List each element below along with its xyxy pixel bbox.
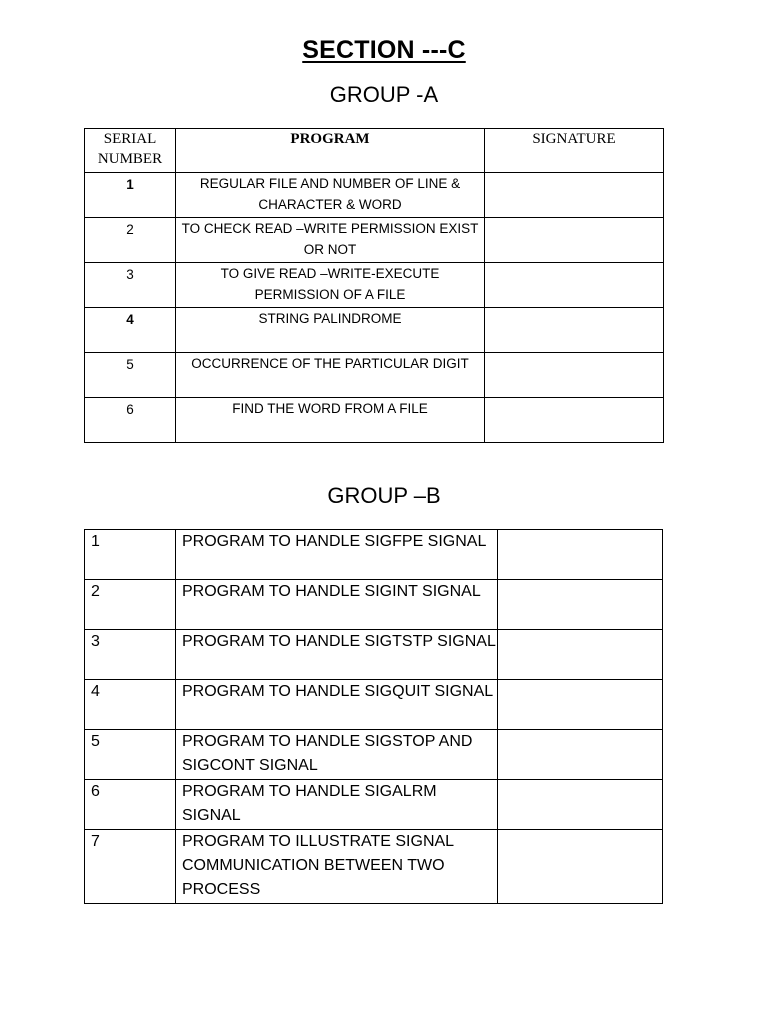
table-row [85,263,664,308]
group-a-header-row [85,129,664,173]
program-cell: TO GIVE READ –WRITE-EXECUTE PERMISSION OF A FILE [176,263,485,308]
signature-cell[interactable] [498,680,663,730]
serial-cell: 7 [85,830,176,904]
program-cell: PROGRAM TO HANDLE SIGSTOP AND SIGCONT SIGNAL [176,730,498,780]
signature-cell[interactable] [498,630,663,680]
serial-cell: 4 [85,308,176,353]
table-row [85,630,663,680]
group-a-title: GROUP -A [329,82,439,107]
program-cell: OCCURRENCE OF THE PARTICULAR DIGIT [176,353,485,398]
signature-cell[interactable] [485,353,664,398]
table-row [85,580,663,630]
table-row [85,780,663,830]
header-serial-number: SERIAL NUMBER [85,129,176,173]
signature-cell[interactable] [485,218,664,263]
table-row [85,398,664,443]
signature-cell[interactable] [498,830,663,904]
table-row [85,830,663,904]
table-row [85,530,663,580]
serial-cell: 2 [85,218,176,263]
group-b-title: GROUP –B [327,483,441,508]
header-program: PROGRAM [176,129,485,173]
table-row [85,308,664,353]
signature-cell[interactable] [485,398,664,443]
signature-cell[interactable] [498,780,663,830]
signature-cell[interactable] [498,730,663,780]
program-cell: REGULAR FILE AND NUMBER OF LINE & CHARACTER & WORD [176,173,485,218]
serial-cell: 3 [85,630,176,680]
program-cell: PROGRAM TO HANDLE SIGQUIT SIGNAL [176,680,498,730]
table-row [85,173,664,218]
header-signature: SIGNATURE [485,129,664,173]
serial-cell: 4 [85,680,176,730]
signature-cell[interactable] [498,580,663,630]
group-a-table [84,128,664,443]
table-row [85,353,664,398]
serial-cell: 1 [85,173,176,218]
serial-cell: 3 [85,263,176,308]
section-title: SECTION ---C [302,36,466,64]
serial-cell: 5 [85,730,176,780]
table-row [85,680,663,730]
signature-cell[interactable] [485,308,664,353]
table-row [85,730,663,780]
program-cell: PROGRAM TO HANDLE SIGALRM SIGNAL [176,780,498,830]
program-cell: TO CHECK READ –WRITE PERMISSION EXIST OR NOT [176,218,485,263]
serial-cell: 6 [85,780,176,830]
serial-cell: 5 [85,353,176,398]
signature-cell[interactable] [485,173,664,218]
program-cell: PROGRAM TO HANDLE SIGFPE SIGNAL [176,530,498,580]
program-cell: FIND THE WORD FROM A FILE [176,398,485,443]
program-cell: PROGRAM TO HANDLE SIGINT SIGNAL [176,580,498,630]
serial-cell: 6 [85,398,176,443]
program-cell: PROGRAM TO ILLUSTRATE SIGNAL COMMUNICATION BETWEEN TWO PROCESS [176,830,498,904]
signature-cell[interactable] [498,530,663,580]
serial-cell: 1 [85,530,176,580]
program-cell: STRING PALINDROME [176,308,485,353]
signature-cell[interactable] [485,263,664,308]
serial-cell: 2 [85,580,176,630]
program-cell: PROGRAM TO HANDLE SIGTSTP SIGNAL [176,630,498,680]
group-b-table [84,529,663,904]
table-row [85,218,664,263]
